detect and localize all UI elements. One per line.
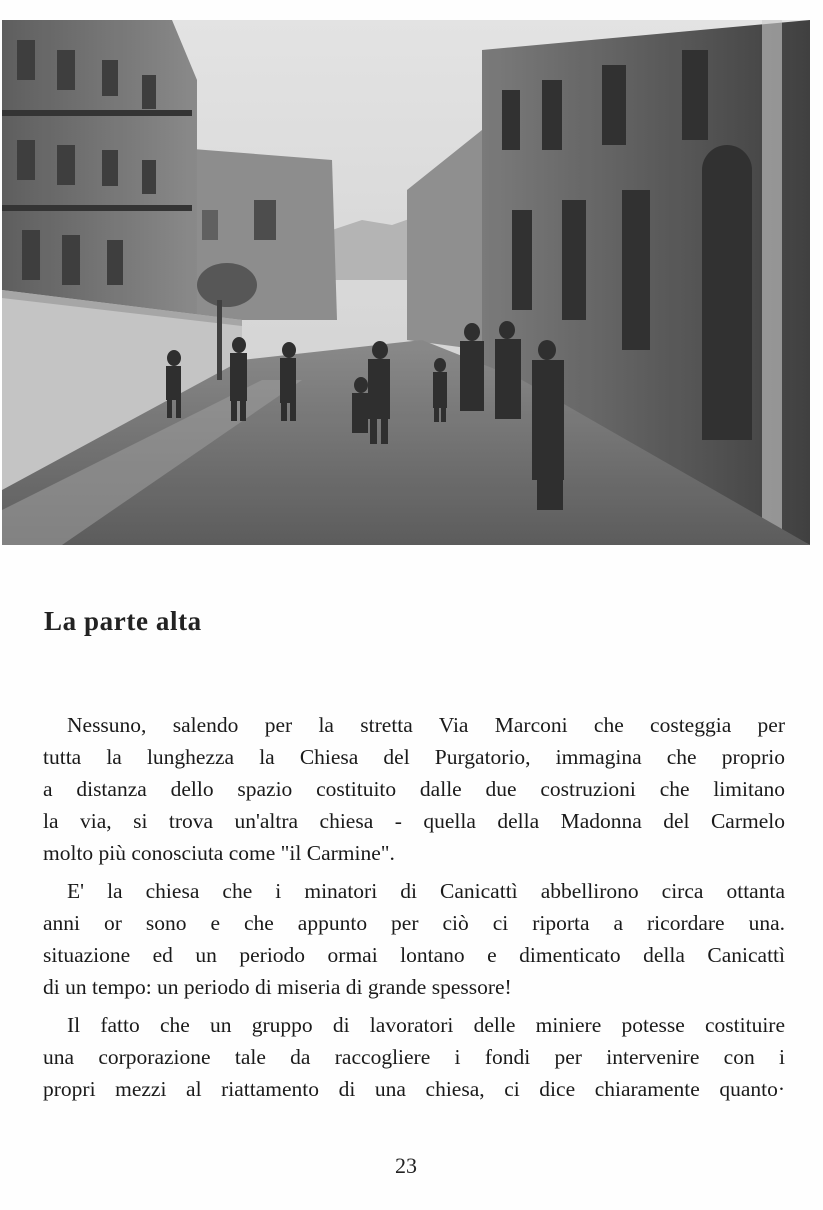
text-line: anni or sono e che appunto per ciò ci riporta a ricordare una.	[43, 911, 785, 935]
paragraph-3	[43, 1009, 785, 1105]
text-line: propri mezzi al riattamento di una chiesa, ci dice chiaramente quanto·	[43, 1077, 785, 1101]
street-photo-image	[2, 20, 810, 545]
page-number: 23	[395, 1153, 417, 1178]
text-line: tutta la lunghezza la Chiesa del Purgatorio, immagina che proprio	[43, 745, 785, 769]
text-line: a distanza dello spazio costituito dalle due costruzioni che limitano	[43, 777, 785, 801]
paragraph-1	[43, 709, 785, 869]
text-line: molto più conosciuta come "il Carmine".	[43, 841, 395, 865]
text-line: di un tempo: un periodo di miseria di grande spessore!	[43, 975, 512, 999]
paragraph-2	[43, 875, 785, 1003]
text-line: una corporazione tale da raccogliere i fondi per intervenire con i	[43, 1045, 785, 1069]
text-line: Il fatto che un gruppo di lavoratori delle miniere potesse costituire	[67, 1013, 785, 1037]
text-line: situazione ed un periodo ormai lontano e dimenticato della Canicattì	[43, 943, 785, 967]
historic-street-photo	[2, 20, 810, 545]
text-line: Nessuno, salendo per la stretta Via Marconi che costeggia per	[67, 713, 785, 737]
text-line: E' la chiesa che i minatori di Canicattì abbellirono circa ottanta	[67, 879, 785, 903]
text-line: la via, si trova un'altra chiesa - quella della Madonna del Carmelo	[43, 809, 785, 833]
section-heading: La parte alta	[44, 606, 202, 636]
body-text	[43, 709, 785, 1111]
